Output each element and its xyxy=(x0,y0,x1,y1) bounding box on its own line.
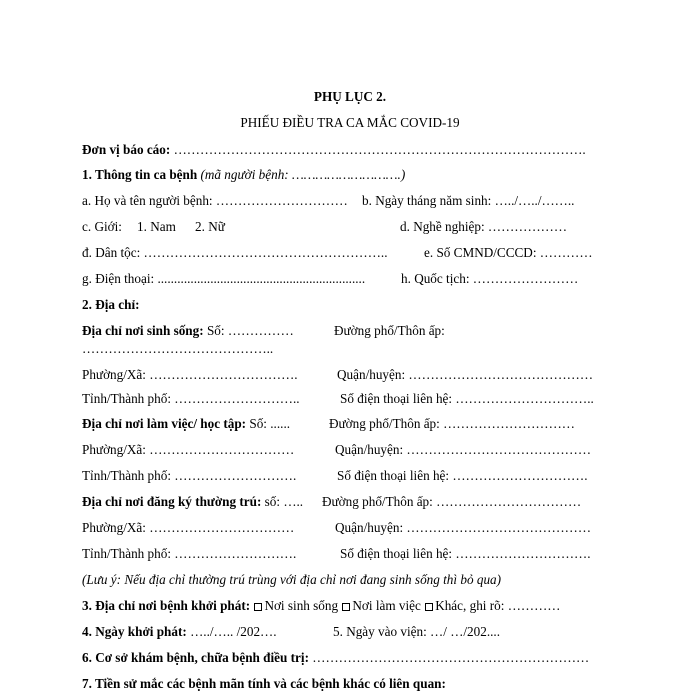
reporting-unit-label: Đơn vị báo cáo: xyxy=(82,142,171,157)
work-street-field[interactable]: Đường phố/Thôn ấp: ………………………… xyxy=(329,416,575,431)
work-number-field[interactable]: Số: ...... xyxy=(246,416,291,431)
nationality-field[interactable]: h. Quốc tịch: …………………… xyxy=(401,271,579,286)
work-address-label: Địa chỉ nơi làm việc/ học tập: xyxy=(82,416,247,431)
patient-code-field[interactable]: (mã người bệnh: ……………………….) xyxy=(200,167,406,182)
permanent-number-field[interactable]: số: ….. xyxy=(261,494,304,509)
reporting-unit-field[interactable]: …………………………………………………………………………………. xyxy=(170,142,586,157)
permanent-district-field[interactable]: Quận/huyện: …………………………………… xyxy=(335,520,592,535)
residence-address-line xyxy=(82,323,294,339)
residence-ward-field[interactable]: Phường/Xã: ……………………………. xyxy=(82,367,298,382)
permanent-ward-field[interactable]: Phường/Xã: …………………………… xyxy=(82,520,295,535)
full-name-field[interactable]: a. Họ và tên người bệnh: ………………………… xyxy=(82,193,348,208)
occupation-field[interactable]: d. Nghề nghiệp: ……………… xyxy=(400,219,568,234)
residence-province-field[interactable]: Tỉnh/Thành phố: ……………………….. xyxy=(82,391,300,406)
section4-heading: 4. Ngày khởi phát: xyxy=(82,624,187,639)
work-district-field[interactable]: Quận/huyện: …………………………………… xyxy=(335,442,592,457)
residence-phone-field[interactable]: Số điện thoại liên hệ: ………………………….. xyxy=(340,391,594,406)
form-title: PHIẾU ĐIỀU TRA CA MẮC COVID-19 xyxy=(240,115,460,130)
admission-date-field[interactable]: 5. Ngày vào viện: …/ …/202.... xyxy=(333,624,501,639)
work-province-field[interactable]: Tỉnh/Thành phố: ………………………. xyxy=(82,468,297,483)
reporting-unit-line xyxy=(82,142,586,158)
gender-label: c. Giới: xyxy=(82,219,122,234)
residence-street-field[interactable]: …………………………………….. xyxy=(82,341,274,356)
checkbox-work[interactable] xyxy=(342,603,350,611)
work-ward-field[interactable]: Phường/Xã: …………………………… xyxy=(82,442,295,457)
work-address-line xyxy=(82,416,290,432)
option-residence-label: Nơi sinh sống xyxy=(264,598,339,613)
permanent-address-line xyxy=(82,494,303,510)
id-number-field[interactable]: e. Số CMND/CCCD: ………… xyxy=(424,245,593,260)
gender-option-male[interactable]: 1. Nam xyxy=(137,219,176,234)
residence-district-field[interactable]: Quận/huyện: …………………………………… xyxy=(337,367,594,382)
onset-date-field[interactable]: …../….. /202…. xyxy=(186,624,277,639)
residence-number-field[interactable]: Số: …………… xyxy=(203,323,294,338)
dob-field[interactable]: b. Ngày tháng năm sinh: …../…../…….. xyxy=(362,193,575,208)
facility-field[interactable]: ……………………………………………………… xyxy=(308,650,590,665)
permanent-address-note: (Lưu ý: Nếu địa chỉ thường trú trùng với địa chỉ nơi đang sinh sống thì bỏ qua) xyxy=(82,572,502,587)
ethnicity-field[interactable]: đ. Dân tộc: ……………………………………………….. xyxy=(82,245,388,260)
section1-heading-line xyxy=(82,167,405,183)
phone-field[interactable]: g. Điện thoại: ............................................................... xyxy=(82,271,366,286)
option-work-label: Nơi làm việc xyxy=(352,598,421,613)
section6-heading: 6. Cơ sở khám bệnh, chữa bệnh điều trị: xyxy=(82,650,309,665)
gender-option-female[interactable]: 2. Nữ xyxy=(195,219,225,234)
section1-heading: 1. Thông tin ca bệnh xyxy=(82,167,198,182)
section3-line xyxy=(82,598,560,614)
work-phone-field[interactable]: Số điện thoại liên hệ: …………………………. xyxy=(337,468,588,483)
section7-heading: 7. Tiền sử mắc các bệnh mãn tính và các bệnh khác có liên quan: xyxy=(82,676,446,691)
residence-street-label: Đường phố/Thôn ấp: xyxy=(334,323,445,338)
section4-line xyxy=(82,624,277,640)
section2-heading: 2. Địa chỉ: xyxy=(82,297,140,312)
permanent-address-label: Địa chỉ nơi đăng ký thường trú: xyxy=(82,494,262,509)
permanent-province-field[interactable]: Tỉnh/Thành phố: ………………………. xyxy=(82,546,297,561)
permanent-street-field[interactable]: Đường phố/Thôn ấp: …………………………… xyxy=(322,494,582,509)
checkbox-residence[interactable] xyxy=(254,603,262,611)
section6-line xyxy=(82,650,589,666)
checkbox-other[interactable] xyxy=(425,603,433,611)
residence-address-label: Địa chỉ nơi sinh sống: xyxy=(82,323,204,338)
appendix-heading: PHỤ LỤC 2. xyxy=(313,89,387,104)
section3-heading: 3. Địa chỉ nơi bệnh khởi phát: xyxy=(82,598,251,613)
option-other-field[interactable]: Khác, ghi rõ: ………… xyxy=(435,598,561,613)
permanent-phone-field[interactable]: Số điện thoại liên hệ: …………………………. xyxy=(340,546,591,561)
